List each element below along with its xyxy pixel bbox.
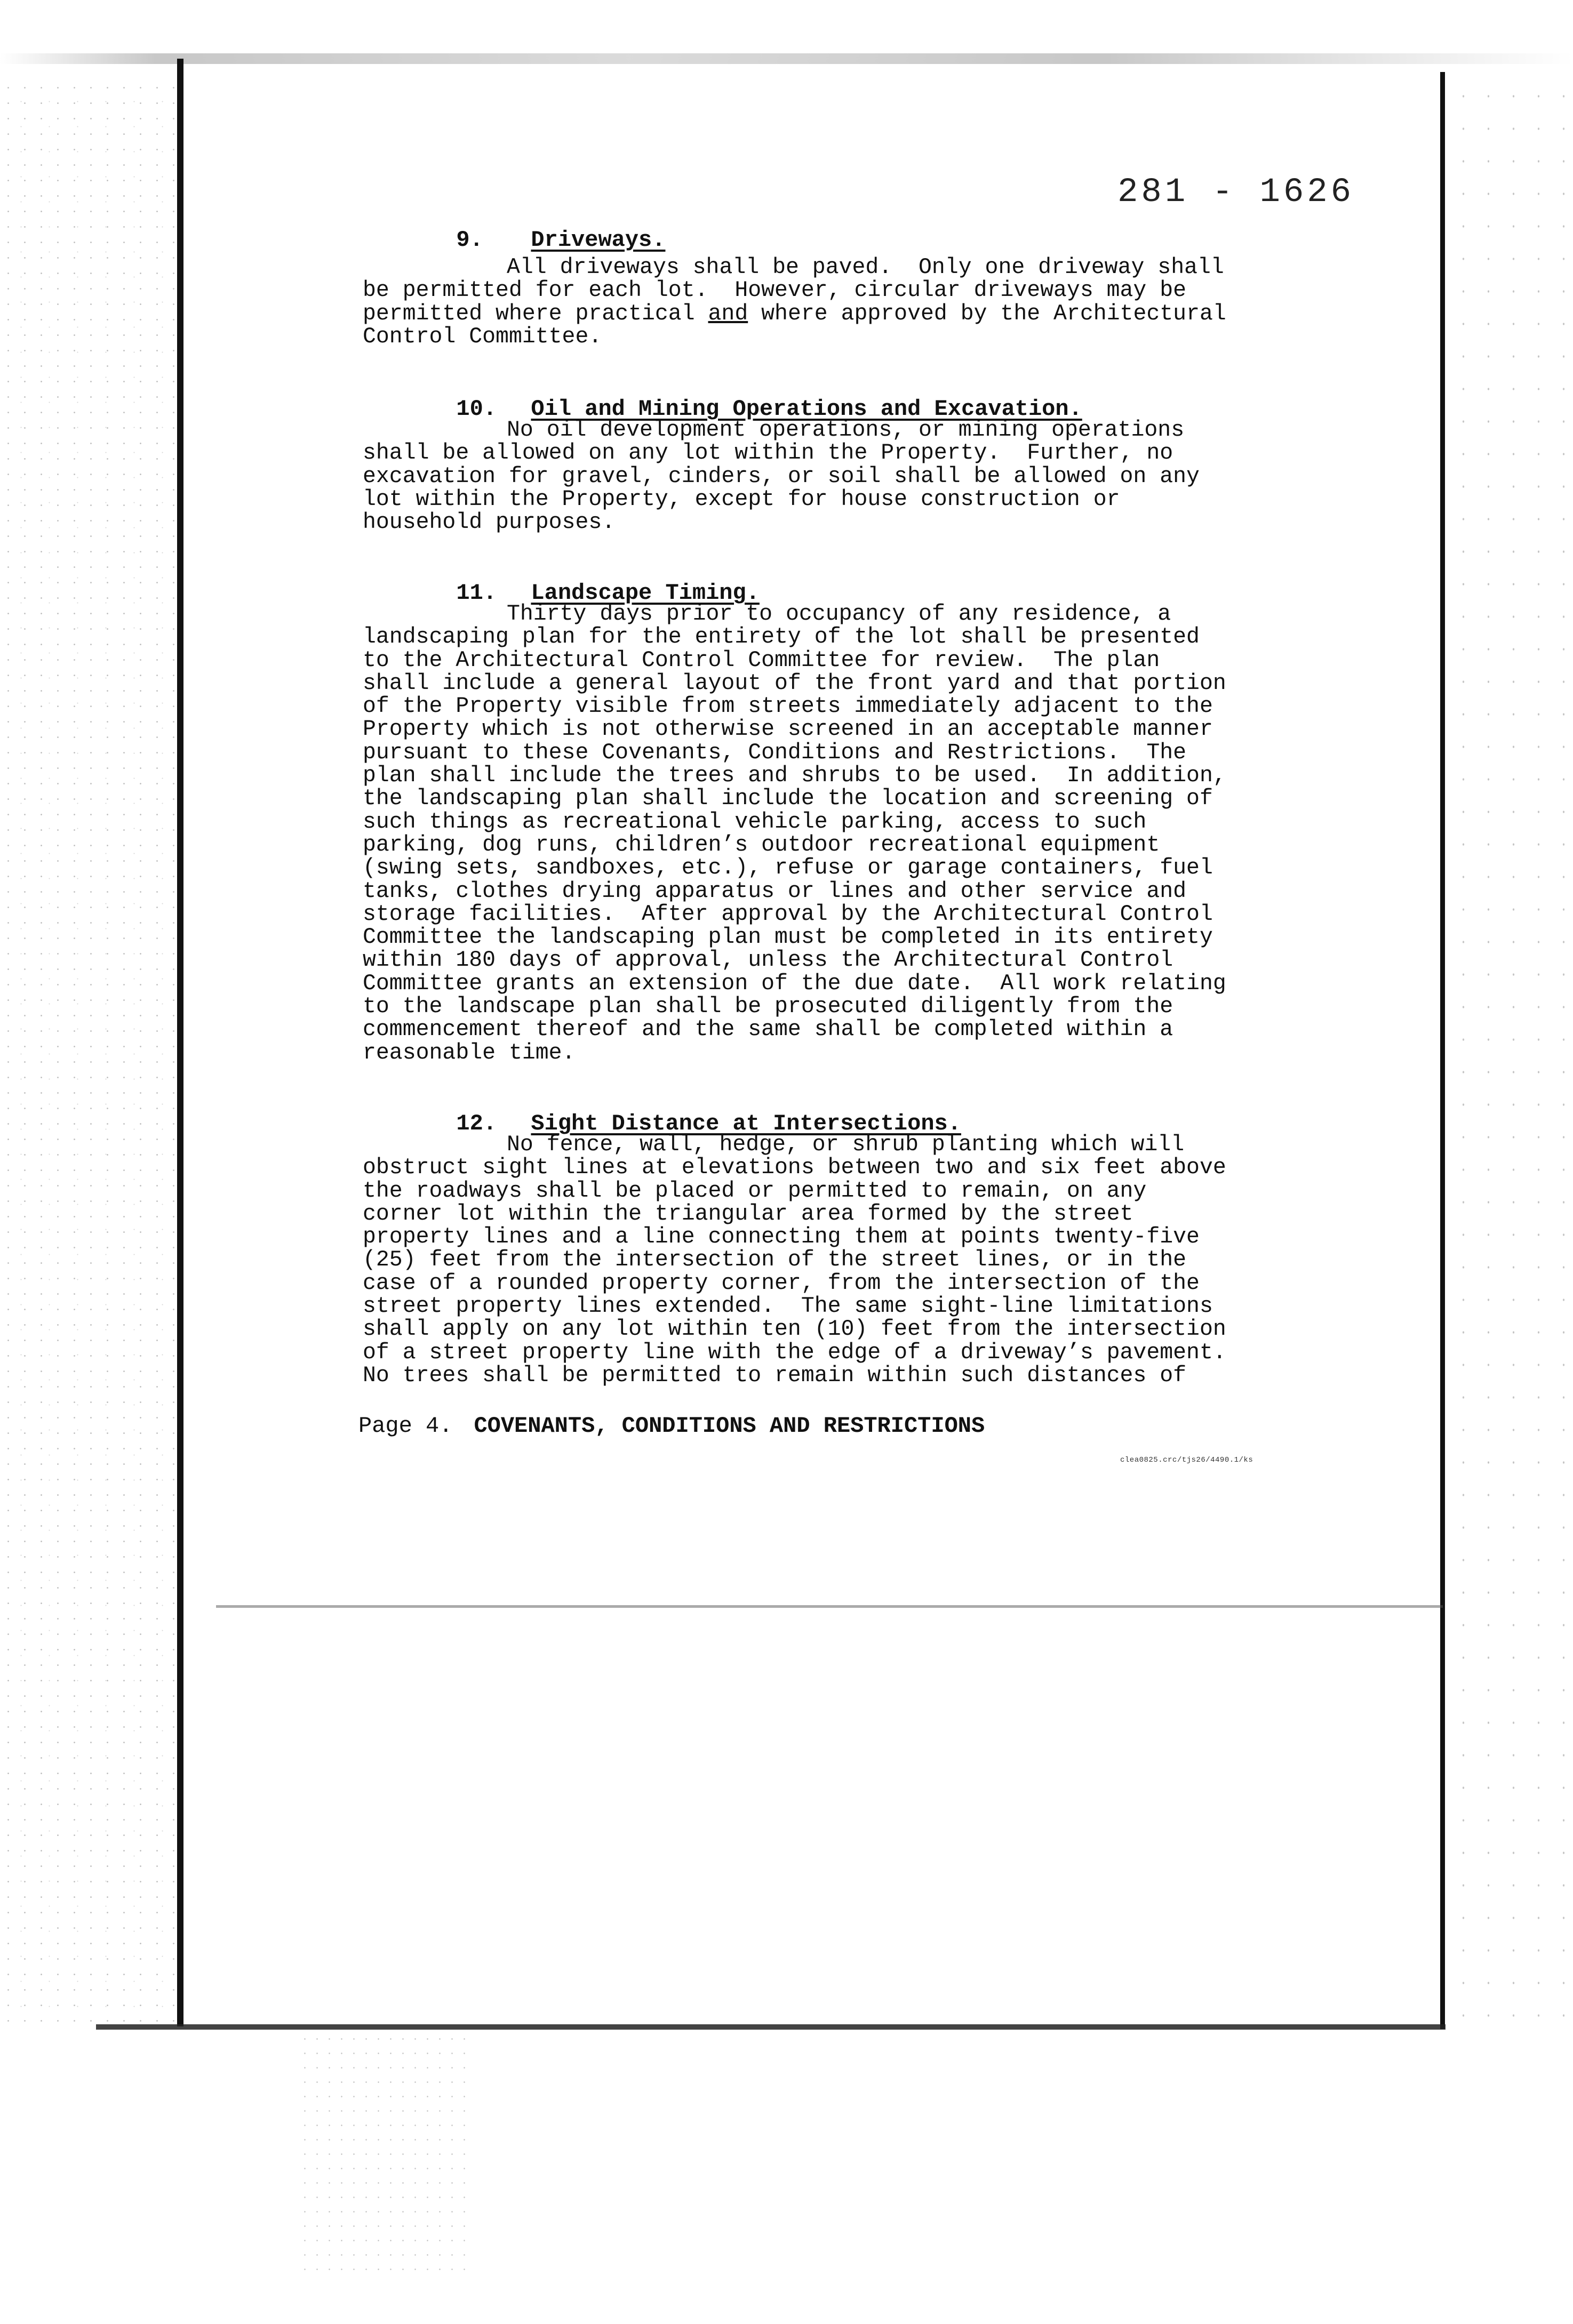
body-line: Committee the landscaping plan must be completed in its entirety	[363, 925, 1213, 950]
body-line: reasonable time.	[363, 1040, 576, 1065]
scan-top-edge	[0, 53, 1573, 64]
body-line: parking, dog runs, children’s outdoor recreational equipment	[363, 832, 1160, 858]
body-line: No fence, wall, hedge, or shrub planting which will	[507, 1132, 1185, 1157]
section-title: Driveways.	[531, 227, 666, 253]
body-line: lot within the Property, except for house construction or	[363, 486, 1120, 512]
footer-page-label: Page 4.	[358, 1413, 453, 1439]
body-line: the roadways shall be placed or permitted to remain, on any	[363, 1178, 1147, 1204]
body-line: Control Committee.	[363, 324, 602, 349]
body-line: Committee grants an extension of the due date. All work relating	[363, 971, 1226, 996]
body-line: excavation for gravel, cinders, or soil shall be allowed on any	[363, 463, 1200, 489]
section-title: Oil and Mining Operations and Excavation.	[531, 396, 1082, 422]
body-line: property lines and a line connecting them at points twenty-five	[363, 1224, 1200, 1250]
body-line: shall be allowed on any lot within the Property. Further, no	[363, 440, 1173, 466]
body-line: the landscaping plan shall include the location and screening of	[363, 786, 1213, 812]
body-line: such things as recreational vehicle parking, access to such	[363, 809, 1147, 835]
body-line: No oil development operations, or mining operations	[507, 418, 1185, 443]
body-line: case of a rounded property corner, from the intersection of the	[363, 1270, 1200, 1296]
body-line: (25) feet from the intersection of the street lines, or in the	[363, 1247, 1187, 1273]
bottom-border-line	[96, 2024, 1446, 2030]
section-body	[363, 256, 1301, 348]
section-number: 11.	[456, 580, 497, 606]
section-number: 10.	[456, 396, 497, 422]
body-line: Thirty days prior to occupancy of any residence, a	[507, 602, 1171, 627]
section-title: Landscape Timing.	[531, 580, 760, 606]
right-border-line	[1440, 72, 1445, 2029]
scan-noise-left	[0, 80, 176, 2026]
document-id: clea0825.crc/tjs26/4490.1/ks	[1120, 1456, 1253, 1464]
body-line: of a street property line with the edge of a driveway’s pavement.	[363, 1340, 1226, 1365]
body-line: corner lot within the triangular area formed by the street	[363, 1201, 1133, 1227]
page-number: 281 - 1626	[1117, 173, 1355, 212]
body-line: plan shall include the trees and shrubs to be used. In addition,	[363, 763, 1226, 789]
left-border-line	[177, 59, 183, 2026]
section-heading	[429, 555, 760, 606]
section-heading	[429, 202, 665, 253]
body-line: pursuant to these Covenants, Conditions and Restrictions. The	[363, 740, 1187, 765]
body-line: of the Property visible from streets immediately adjacent to the	[363, 694, 1213, 719]
section-heading	[429, 371, 1082, 422]
body-line: shall include a general layout of the front yard and that portion	[363, 670, 1226, 696]
body-line: No trees shall be permitted to remain within such distances of	[363, 1363, 1187, 1388]
body-line: within 180 days of approval, unless the Architectural Control	[363, 948, 1173, 973]
inner-page-edge	[216, 1605, 1443, 1608]
footer-document-title: COVENANTS, CONDITIONS AND RESTRICTIONS	[474, 1413, 985, 1439]
section-number: 12.	[456, 1111, 497, 1136]
body-line: commencement thereof and the same shall be completed within a	[363, 1017, 1173, 1043]
body-line: storage facilities. After approval by the Architectural Control	[363, 901, 1213, 927]
section-body	[363, 603, 1301, 1064]
scan-noise-bottom-tab	[299, 2032, 475, 2272]
body-line: landscaping plan for the entirety of the lot shall be presented	[363, 624, 1200, 650]
section-heading	[429, 1085, 961, 1136]
section-title: Sight Distance at Intersections.	[531, 1111, 961, 1136]
body-line: street property lines extended. The same sight-line limitations	[363, 1294, 1213, 1319]
page-footer	[358, 1413, 985, 1439]
section-number: 9.	[456, 227, 483, 253]
body-line: obstruct sight lines at elevations between two and six feet above	[363, 1155, 1226, 1181]
body-line: shall apply on any lot within ten (10) feet from the intersection	[363, 1317, 1226, 1342]
body-line: to the landscape plan shall be prosecuted diligently from the	[363, 994, 1173, 1020]
section-body	[363, 419, 1301, 534]
body-line: All driveways shall be paved. Only one driveway shall	[507, 255, 1224, 280]
body-line: Property which is not otherwise screened in an acceptable manner	[363, 717, 1213, 742]
body-line-with-underline: permitted where practical and where approved by the Architectural	[363, 301, 1226, 326]
body-line: be permitted for each lot. However, circular driveways may be	[363, 278, 1187, 303]
scan-noise-right	[1451, 80, 1573, 2026]
section-body	[363, 1133, 1301, 1387]
body-line: household purposes.	[363, 510, 616, 535]
body-line: tanks, clothes drying apparatus or lines and other service and	[363, 878, 1187, 904]
body-line: (swing sets, sandboxes, etc.), refuse or garage containers, fuel	[363, 855, 1213, 881]
body-line: to the Architectural Control Committee for review. The plan	[363, 647, 1160, 673]
